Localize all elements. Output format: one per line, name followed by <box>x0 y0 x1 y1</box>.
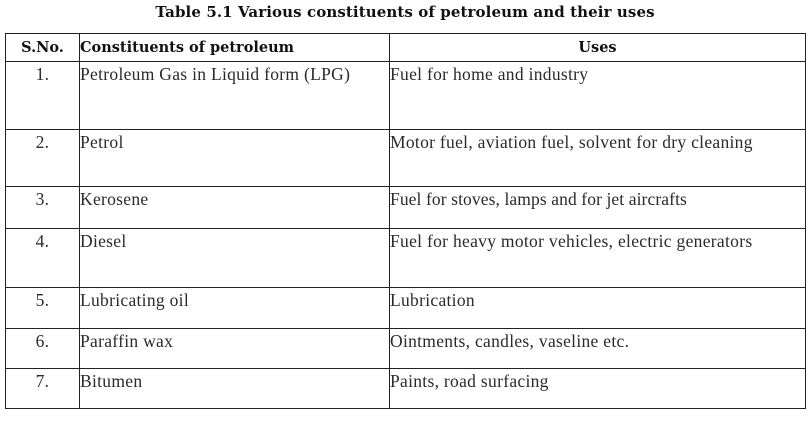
header-sno: S.No. <box>6 34 80 62</box>
row-uses: Fuel for home and industry <box>390 62 806 130</box>
row-constituent: Paraffin wax <box>80 329 390 369</box>
row-sno: 3. <box>6 187 80 229</box>
row-uses: Paints, road surfacing <box>390 369 806 409</box>
table-row <box>6 288 806 329</box>
table-row <box>6 329 806 369</box>
table-caption: Table 5.1 Various constituents of petroleum and their uses <box>155 3 655 21</box>
row-sno: 6. <box>6 329 80 369</box>
row-sno: 2. <box>6 130 80 187</box>
header-uses: Uses <box>390 34 806 62</box>
row-sno: 4. <box>6 229 80 288</box>
row-uses: Lubrication <box>390 288 806 329</box>
row-constituent: Bitumen <box>80 369 390 409</box>
row-constituent: Petroleum Gas in Liquid form (LPG) <box>80 62 390 130</box>
row-sno: 7. <box>6 369 80 409</box>
row-uses: Ointments, candles, vaseline etc. <box>390 329 806 369</box>
row-constituent: Lubricating oil <box>80 288 390 329</box>
table-row <box>6 130 806 187</box>
row-constituent: Petrol <box>80 130 390 187</box>
table-row <box>6 62 806 130</box>
petroleum-constituents-table <box>5 33 806 409</box>
row-sno: 1. <box>6 62 80 130</box>
row-sno: 5. <box>6 288 80 329</box>
row-constituent: Diesel <box>80 229 390 288</box>
row-constituent: Kerosene <box>80 187 390 229</box>
row-uses: Motor fuel, aviation fuel, solvent for dry cleaning <box>390 130 806 187</box>
table-row <box>6 229 806 288</box>
header-constituents: Constituents of petroleum <box>80 34 390 62</box>
row-uses: Fuel for heavy motor vehicles, electric generators <box>390 229 806 288</box>
table-header-row <box>6 34 806 62</box>
table-row <box>6 369 806 409</box>
row-uses: Fuel for stoves, lamps and for jet aircrafts <box>390 187 806 229</box>
table-row <box>6 187 806 229</box>
